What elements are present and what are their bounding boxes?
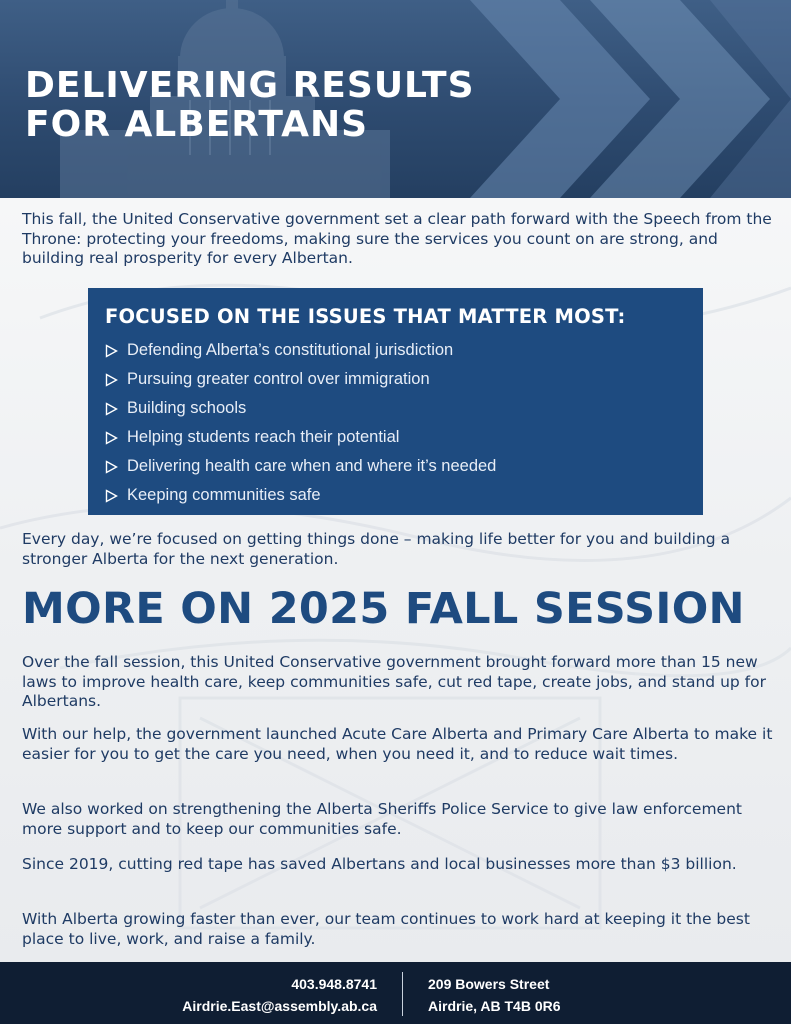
triangle-bullet-icon <box>105 344 127 358</box>
email-link[interactable]: Airdrie.East@assembly.ab.ca <box>182 998 377 1014</box>
triangle-bullet-icon <box>105 402 127 416</box>
triangle-bullet-icon <box>105 489 127 503</box>
issue-label: Pursuing greater control over immigration <box>127 370 430 388</box>
footer-address <box>428 973 561 1017</box>
list-item <box>105 481 496 510</box>
session-paragraph: Since 2019, cutting red tape has saved Albertans and local businesses more than $3 billion. <box>22 855 737 873</box>
session-paragraph: With Alberta growing faster than ever, our team continues to work hard at keeping it the best place to live, work, and raise a family. <box>22 910 750 948</box>
intro-paragraph: This fall, the United Conservative government set a clear path forward with the Speech from the Throne: protecting your freedoms, making sure the services you count on are strong, and building real prosperity for every Albertan. <box>22 210 772 267</box>
issues-box <box>88 288 703 515</box>
every-day-paragraph: Every day, we’re focused on getting things done – making life better for you and building a stronger Alberta for the next generation. <box>22 530 731 568</box>
list-item <box>105 336 496 365</box>
issue-label: Building schools <box>127 399 247 417</box>
session-paragraph: We also worked on strengthening the Alberta Sheriffs Police Service to give law enforcement more support and to keep our communities safe. <box>22 800 742 838</box>
header-banner <box>0 0 791 198</box>
issue-label: Keeping communities safe <box>127 486 321 504</box>
footer-divider <box>402 972 403 1016</box>
issue-label: Defending Alberta’s constitutional jurisdiction <box>127 341 454 359</box>
list-item <box>105 452 496 481</box>
list-item <box>105 423 496 452</box>
list-item <box>105 394 496 423</box>
triangle-bullet-icon <box>105 431 127 445</box>
city-address: Airdrie, AB T4B 0R6 <box>428 998 561 1014</box>
issue-label: Helping students reach their potential <box>127 428 400 446</box>
session-paragraph: With our help, the government launched Acute Care Alberta and Primary Care Alberta to make it easier for you to get the care you need, when you need it, and to reduce wait times. <box>22 725 773 763</box>
page-title: DELIVERING RESULTS FOR ALBERTANS <box>25 65 475 145</box>
triangle-bullet-icon <box>105 460 127 474</box>
phone-number[interactable]: 403.948.8741 <box>291 976 377 992</box>
issues-title: FOCUSED ON THE ISSUES THAT MATTER MOST: <box>105 305 626 328</box>
issues-list <box>105 336 496 510</box>
footer-contact <box>182 973 377 1017</box>
list-item <box>105 365 496 394</box>
issue-label: Delivering health care when and where it’s needed <box>127 457 497 475</box>
contact-footer <box>0 962 791 1024</box>
session-heading: MORE ON 2025 FALL SESSION <box>22 584 745 634</box>
triangle-bullet-icon <box>105 373 127 387</box>
session-paragraph: Over the fall session, this United Conservative government brought forward more than 15 new laws to improve health care, keep communities safe, cut red tape, create jobs, and stand up for Albertans. <box>22 653 766 710</box>
street-address: 209 Bowers Street <box>428 976 550 992</box>
